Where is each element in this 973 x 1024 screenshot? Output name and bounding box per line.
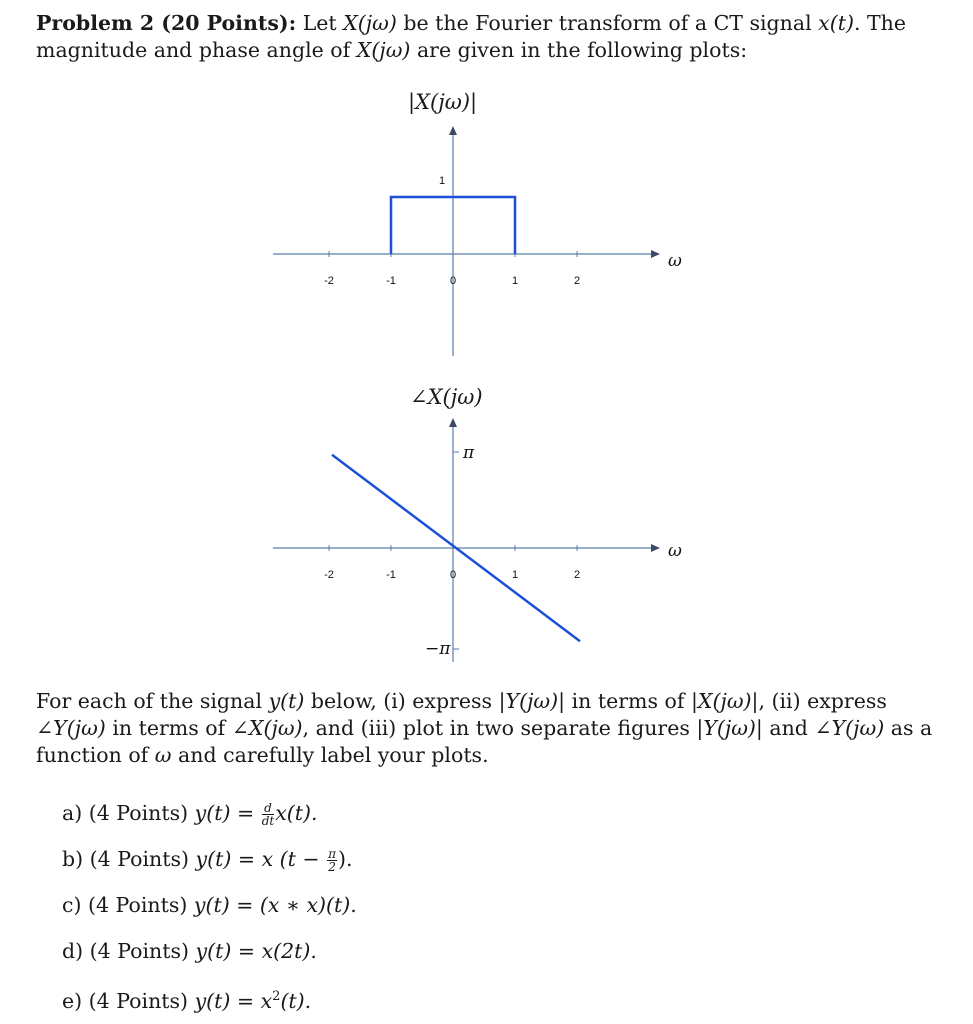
phase-x-arrow-icon — [651, 544, 660, 552]
phase-omega-label: ω — [668, 541, 682, 561]
phase-tick-label: 2 — [573, 569, 581, 581]
problem-heading: Problem 2 (20 Points): — [36, 11, 297, 35]
symbol-absY: |Y(jω)| — [498, 689, 566, 713]
instructions — [36, 688, 936, 769]
magnitude-tick-label: -2 — [324, 275, 334, 287]
parts-list — [62, 790, 357, 1020]
instr-5: in terms of — [112, 716, 226, 740]
symbol-X: X(jω) — [343, 11, 397, 35]
intro-text-2: be the Fourier transform of a CT signal — [403, 11, 812, 35]
symbol-angY-2: ∠Y(jω) — [814, 716, 885, 740]
symbol-X-2: X(jω) — [356, 38, 411, 62]
part-a — [62, 790, 357, 836]
part-c-label: c) (4 Points) — [62, 893, 188, 917]
part-e — [62, 974, 357, 1020]
magnitude-tick-label: -1 — [386, 275, 396, 287]
magnitude-omega-label: ω — [668, 251, 682, 271]
phase-plot-title: ∠X(jω) — [410, 385, 483, 409]
part-e-rhs: (t). — [280, 988, 312, 1013]
part-b-lhs: y(t) = x — [195, 847, 274, 871]
part-b-rhs-a: (t − — [279, 847, 320, 871]
instr-3: in terms of — [571, 689, 685, 713]
instr-8: as a function of — [36, 716, 933, 767]
symbol-angX: ∠X(jω) — [231, 716, 303, 740]
part-e-label: e) (4 Points) — [62, 988, 189, 1013]
magnitude-tick-label: 0 — [449, 275, 457, 287]
part-a-fraction — [262, 802, 275, 827]
phase-tick-label: 1 — [511, 569, 519, 581]
symbol-absX: |X(jω)| — [690, 689, 759, 713]
part-b-frac-num: π — [328, 847, 337, 861]
phase-tick-label: -2 — [324, 569, 334, 581]
intro-text-3: . The magnitude and phase angle of — [36, 11, 906, 62]
part-b-frac-den: 2 — [328, 860, 336, 874]
symbol-y: y(t) — [268, 689, 305, 713]
instr-6: , and (iii) plot in two separate figures — [302, 716, 690, 740]
part-a-rhs: x(t). — [275, 801, 318, 825]
instr-1: For each of the signal — [36, 689, 263, 713]
part-c-expr: y(t) = (x ∗ x)(t). — [193, 893, 357, 917]
instr-7: and — [769, 716, 808, 740]
symbol-omega: ω — [154, 743, 172, 767]
instr-2: below, (i) express — [310, 689, 493, 713]
part-b — [62, 836, 357, 882]
phase-tick-label: -1 — [386, 569, 396, 581]
part-a-frac-den: dt — [261, 814, 275, 828]
part-d-label: d) (4 Points) — [62, 939, 190, 963]
part-b-label: b) (4 Points) — [62, 847, 190, 871]
magnitude-tick-label: 2 — [573, 275, 581, 287]
symbol-x: x(t) — [818, 11, 854, 35]
symbol-angY: ∠Y(jω) — [36, 716, 106, 740]
intro-text-4: are given in the following plots: — [416, 38, 748, 62]
part-b-fraction — [327, 848, 337, 873]
magnitude-height-label: 1 — [439, 175, 446, 187]
part-d-expr: y(t) = x(2t). — [195, 939, 317, 963]
magnitude-plot-title: |X(jω)| — [408, 90, 478, 114]
part-a-label: a) (4 Points) — [62, 801, 189, 825]
magnitude-tick-label: 1 — [511, 275, 519, 287]
part-e-lhs: y(t) = x — [194, 988, 273, 1013]
instr-4: , (ii) express — [758, 689, 887, 713]
minus-pi-label: −π — [425, 639, 451, 659]
instr-9: and carefully label your plots. — [178, 743, 489, 767]
part-b-rhs-b: ). — [338, 847, 353, 871]
part-d — [62, 928, 357, 974]
part-c — [62, 882, 357, 928]
part-e-sup: 2 — [272, 989, 281, 1004]
symbol-absY-2: |Y(jω)| — [696, 716, 763, 740]
intro-text-1: Let — [302, 11, 337, 35]
phase-tick-label: 0 — [449, 569, 457, 581]
pi-label: π — [463, 443, 475, 463]
part-a-lhs: y(t) = — [194, 801, 255, 825]
phase-y-arrow-icon — [449, 418, 457, 427]
part-a-frac-num: d — [262, 802, 275, 815]
